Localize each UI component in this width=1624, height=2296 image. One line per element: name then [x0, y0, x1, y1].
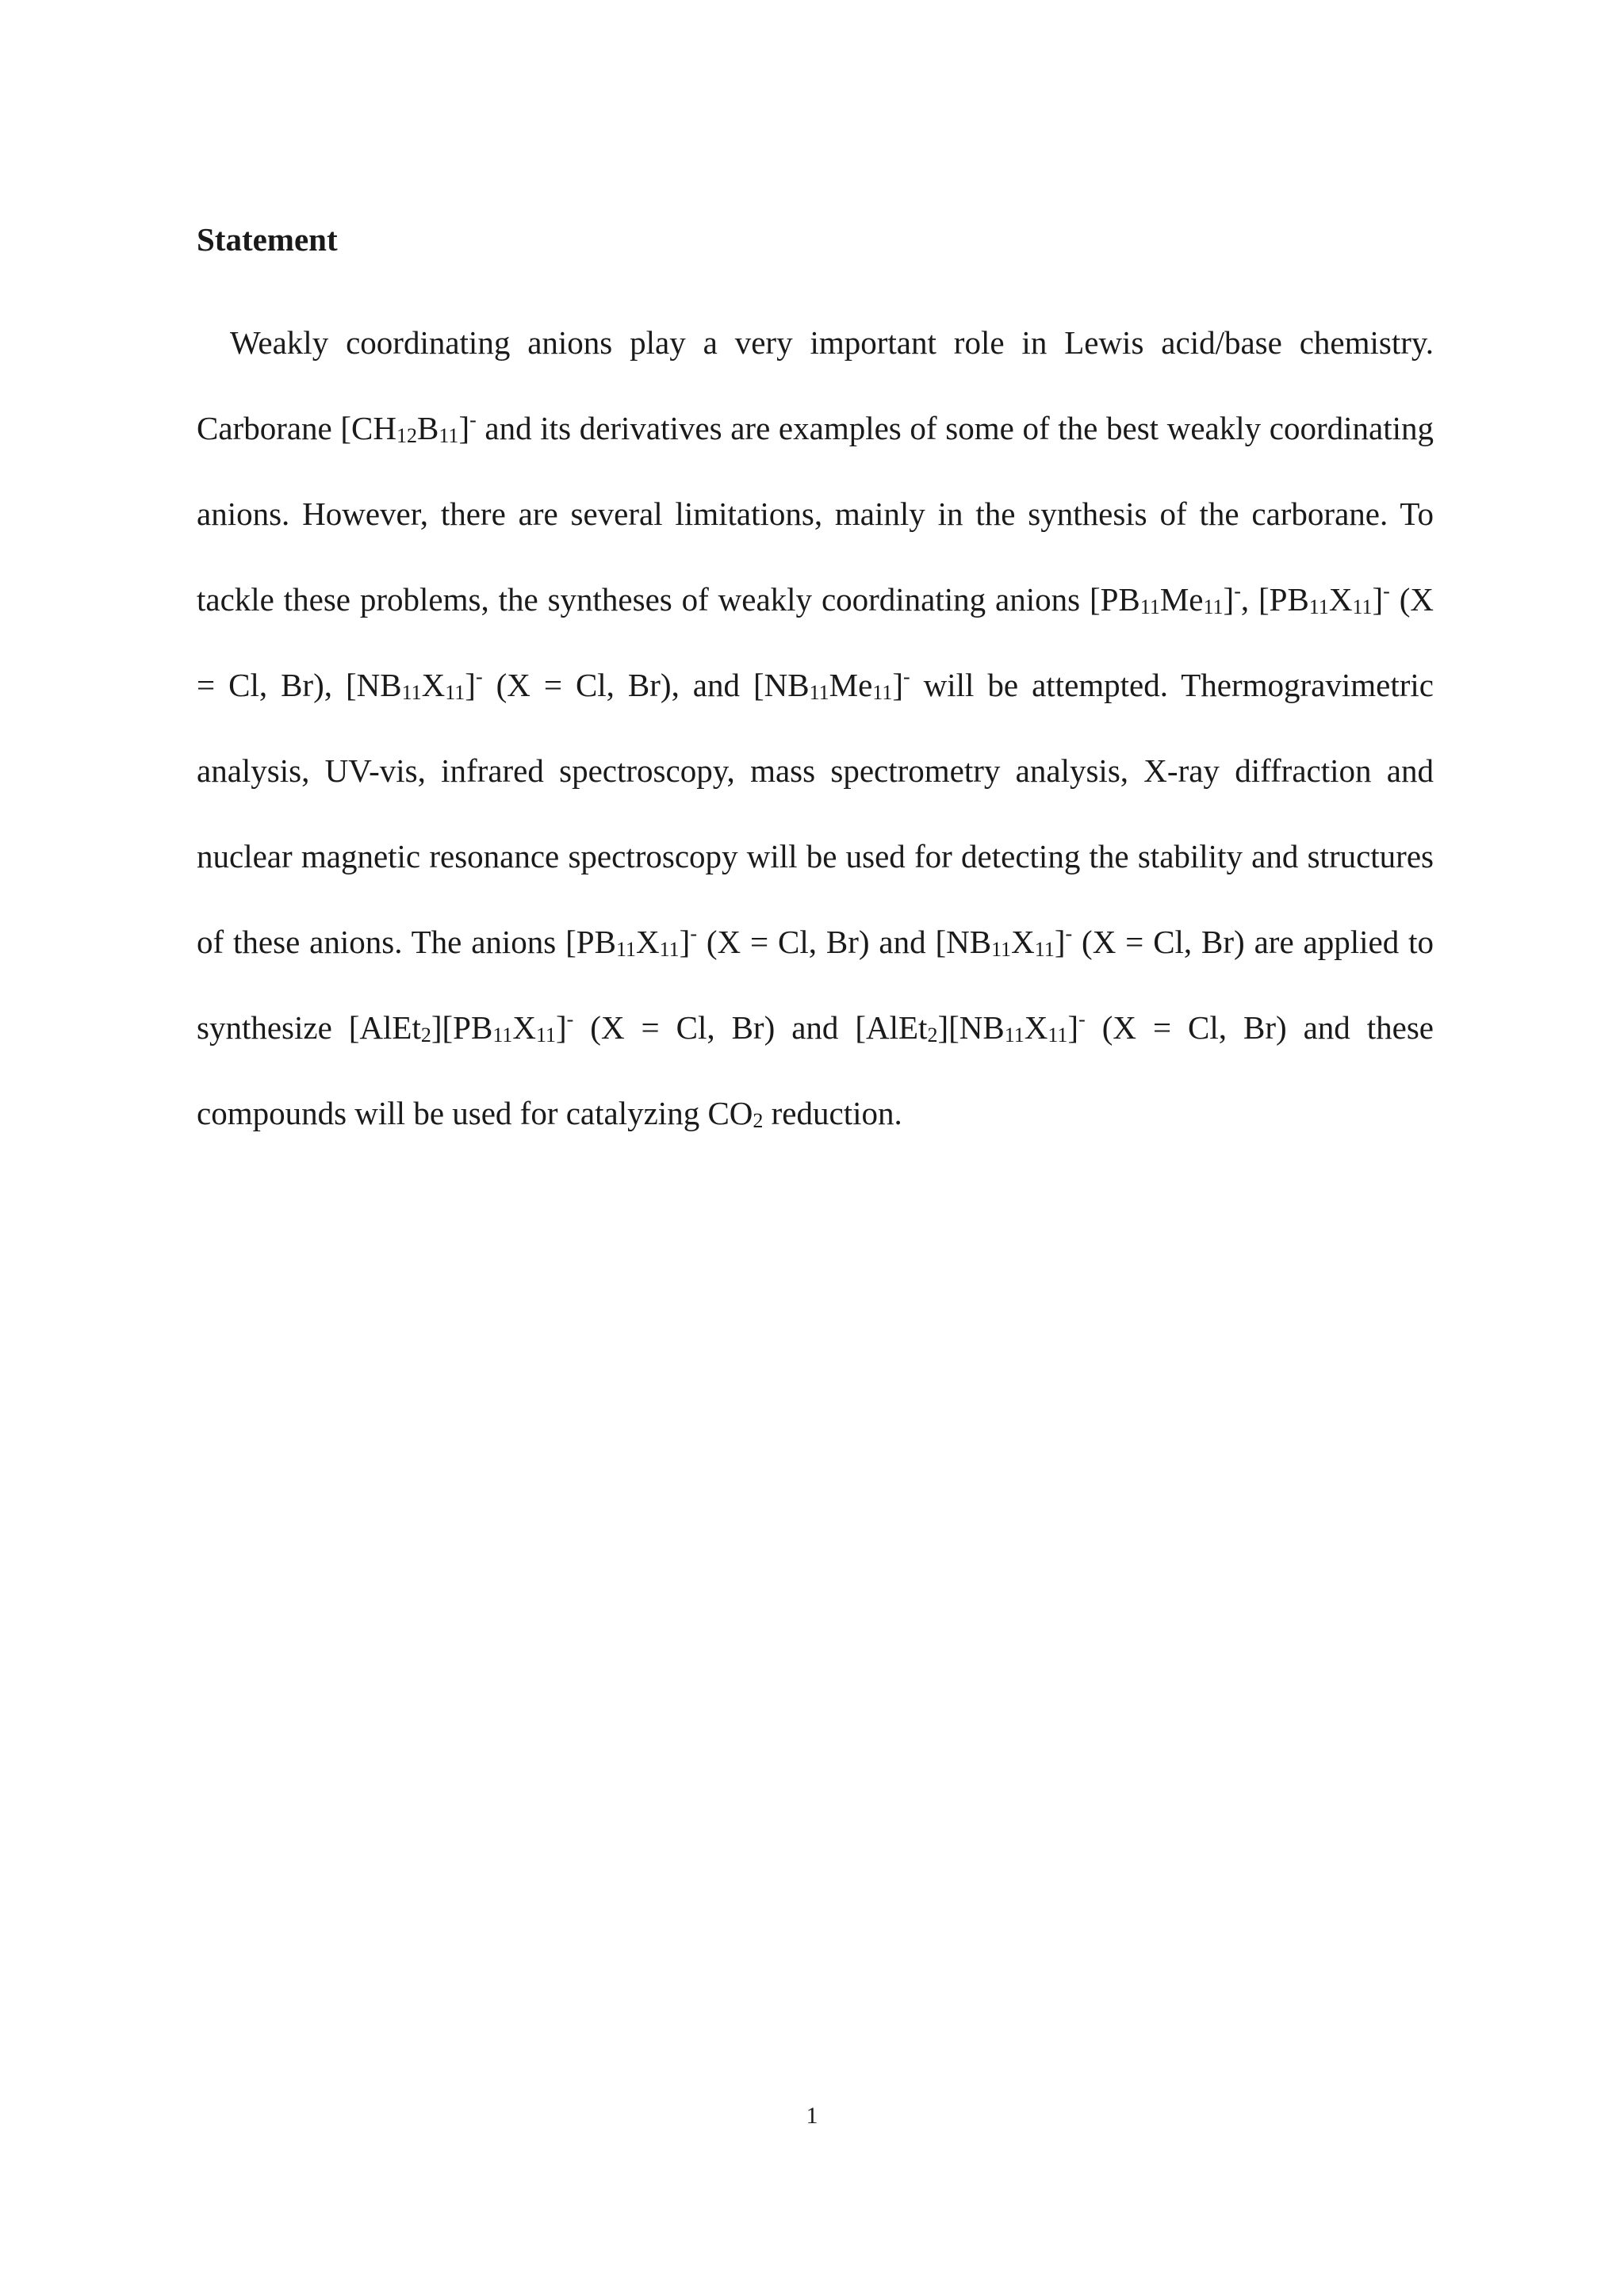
- text-run: and its derivatives are examples of some of the best weakly coordinating anions. However, there are several limitations, mainly in the synthesis of the carborane. To tackle these problems, the syntheses of weakly coordinating anions [PB: [197, 410, 1434, 618]
- text-run: ][PB: [431, 1009, 493, 1046]
- superscript: -: [690, 922, 697, 945]
- subscript: 11: [1034, 938, 1055, 961]
- subscript: 11: [439, 424, 459, 447]
- text-run: ]: [679, 924, 691, 960]
- subscript: 11: [401, 681, 422, 704]
- subscript: 11: [535, 1024, 557, 1047]
- subscript: 2: [753, 1109, 764, 1132]
- text-run: ]: [892, 667, 903, 703]
- text-run: ]: [458, 410, 470, 446]
- subscript: 11: [1048, 1024, 1068, 1047]
- text-run: (X = Cl, Br) and these compounds will be used for catalyzing CO: [197, 1009, 1434, 1131]
- superscript: -: [903, 665, 910, 688]
- text-run: X: [421, 667, 446, 703]
- text-run: , [PB: [1240, 581, 1309, 618]
- subscript: 11: [1203, 595, 1224, 618]
- text-run: (X = Cl, Br) are applied to synthesize [AlEt: [197, 924, 1434, 1046]
- subscript: 11: [1308, 595, 1329, 618]
- text-run: X: [1024, 1009, 1048, 1046]
- text-run: (X = Cl, Br) and [NB: [696, 924, 992, 960]
- page-number: 1: [806, 2103, 818, 2129]
- superscript: -: [1383, 580, 1390, 603]
- subscript: 11: [991, 938, 1012, 961]
- subscript: 11: [1004, 1024, 1025, 1047]
- text-run: X: [1328, 581, 1353, 618]
- text-run: Weakly coordinating anions play a very important role in Lewis acid/base chemistry. Carborane [CH: [197, 324, 1434, 446]
- subscript: 2: [420, 1024, 431, 1047]
- subscript: 11: [872, 681, 893, 704]
- text-run: ]: [1223, 581, 1235, 618]
- text-run: X: [636, 924, 660, 960]
- subscript: 2: [927, 1024, 938, 1047]
- text-run: (X = Cl, Br), [NB: [197, 581, 1434, 703]
- subscript: 12: [396, 424, 418, 447]
- superscript: -: [475, 665, 483, 688]
- subscript: 11: [445, 681, 465, 704]
- text-run: Me: [1159, 581, 1204, 618]
- text-run: B: [417, 410, 439, 446]
- subscript: 11: [1352, 595, 1373, 618]
- subscript: 11: [615, 938, 636, 961]
- superscript: -: [1065, 922, 1073, 945]
- text-run: (X = Cl, Br) and [AlEt: [573, 1009, 928, 1046]
- superscript: -: [566, 1008, 574, 1031]
- section-heading: Statement: [197, 221, 338, 258]
- text-run: ][NB: [937, 1009, 1005, 1046]
- text-run: ]: [1067, 1009, 1079, 1046]
- text-run: ]: [1372, 581, 1384, 618]
- text-run: X: [512, 1009, 536, 1046]
- subscript: 11: [492, 1024, 513, 1047]
- text-run: will be attempted. Thermogravimetric analysis, UV-vis, infrared spectroscopy, mass spectrometry analysis, X-ray diffraction and nuclear magnetic resonance spectroscopy will be used for detecting the stability and structures of these anions. The anions [PB: [197, 667, 1434, 960]
- text-run: X: [1011, 924, 1035, 960]
- superscript: -: [469, 408, 477, 431]
- text-run: ]: [465, 667, 476, 703]
- text-run: (X = Cl, Br), and [NB: [482, 667, 810, 703]
- superscript: -: [1234, 580, 1241, 603]
- text-run: ]: [1054, 924, 1066, 960]
- subscript: 11: [809, 681, 829, 704]
- superscript: -: [1078, 1008, 1086, 1031]
- statement-paragraph: [197, 300, 1434, 1156]
- text-run: ]: [556, 1009, 567, 1046]
- text-run: reduction.: [763, 1095, 902, 1131]
- text-run: Me: [829, 667, 873, 703]
- subscript: 11: [659, 938, 680, 961]
- subscript: 11: [1139, 595, 1160, 618]
